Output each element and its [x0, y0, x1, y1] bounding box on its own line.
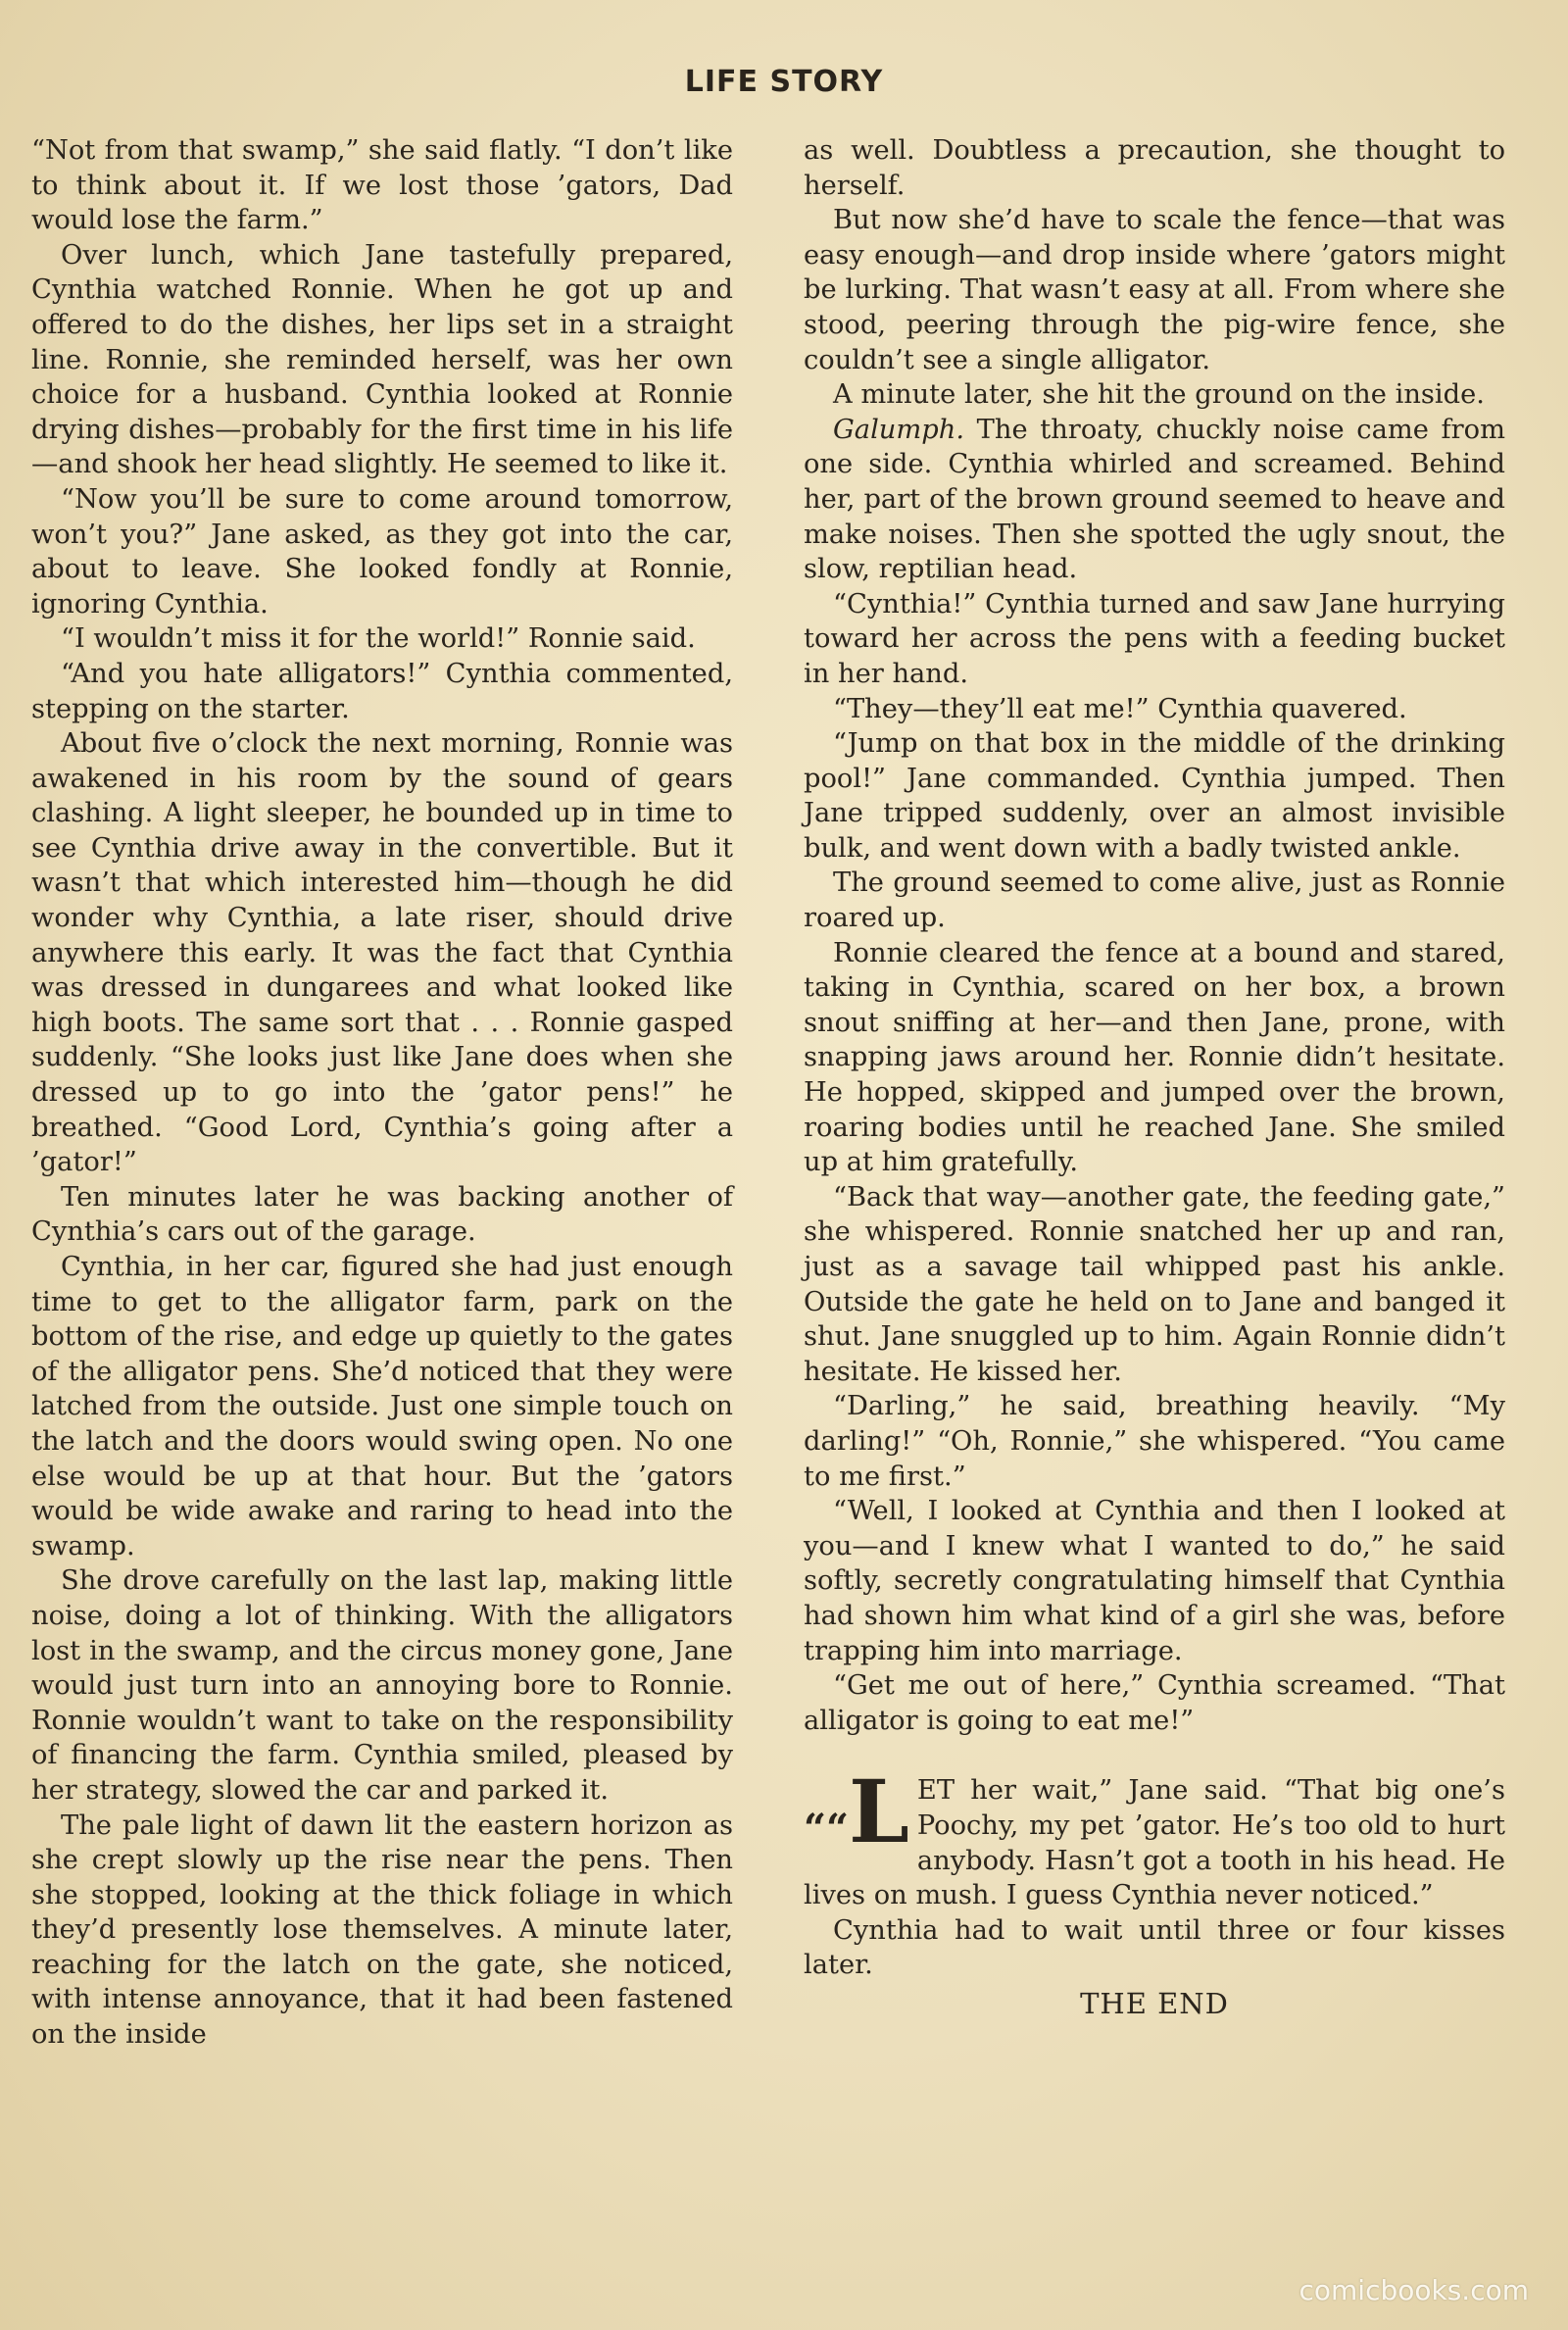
paragraph: Ronnie cleared the fence at a bound and stared, taking in Cynthia, scared on her box, a brown snout sniffing at her—and then Jane, prone, with snapping jaws around her. Ronnie didn’t hesitate. He hopped, skipped and jumped over the brown, roaring bodies until he reached Jane. She smiled up at him gratefully.	[804, 937, 1505, 1178]
paragraph: Cynthia, in her car, figured she had just enough time to get to the alligator farm, park on the bottom of the rise, and edge up quietly to the gates of the alligator pens. She’d noticed that they were latched from the outside. Just one simple touch on the latch and the doors would swing open. No one else would be up at that hour. But the ’gators would be wide awake and raring to head into the swamp.	[31, 1252, 733, 1562]
right-column	[804, 133, 1505, 2021]
drop-cap-letter: L	[849, 1760, 909, 1863]
paragraph: “Now you’ll be sure to come around tomorrow, won’t you?” Jane asked, as they got into the car, about to leave. She looked fondly at Ronnie, ignoring Cynthia.	[31, 483, 733, 620]
drop-cap	[804, 1760, 909, 1863]
final-paragraph-text: ET her wait,” Jane said. “That big one’s Poochy, my pet ’gator. He’s too old to hurt anybody. Hasn’t got a tooth in his head. He lives on mush. I guess Cynthia never noticed.”	[804, 1775, 1505, 1911]
paragraph: “Cynthia!” Cynthia turned and saw Jane hurrying toward her across the pens with a feeding bucket in her hand.	[804, 588, 1505, 689]
paragraph: “I wouldn’t miss it for the world!” Ronnie said.	[61, 623, 696, 655]
paragraph-text: The throaty, chuckly noise came from one side. Cynthia whirled and screamed. Behind her, part of the brown ground seemed to heave and make noises. Then she spotted the ugly snout, the slow, reptilian head.	[804, 414, 1505, 585]
watermark: comicbooks.com	[1298, 2274, 1529, 2306]
paragraph: “Back that way—another gate, the feeding gate,” she whispered. Ronnie snatched her up and ran, just as a savage tail whipped past his ankle. Outside the gate he held on to Jane and banged it shut. Jane snuggled up to him. Again Ronnie didn’t hesitate. He kissed her.	[804, 1181, 1505, 1387]
paragraph: “Well, I looked at Cynthia and then I looked at you—and I knew what I wanted to do,” he said softly, secretly congratulating himself that Cynthia had shown him what kind of a girl she was, before trapping him into marriage.	[804, 1496, 1505, 1666]
closing-line: Cynthia had to wait until three or four kisses later.	[804, 1914, 1505, 1981]
galumph-word: Galumph.	[833, 414, 965, 445]
running-header: LIFE STORY	[684, 65, 884, 99]
left-column	[31, 133, 733, 2053]
paragraph: “They—they’ll eat me!” Cynthia quavered.	[833, 693, 1407, 724]
paragraph: “Darling,” he said, breathing heavily. “My darling!” “Oh, Ronnie,” she whispered. “You came to me first.”	[804, 1391, 1505, 1492]
paragraph: as well. Doubtless a precaution, she thought to herself.	[804, 135, 1505, 201]
paragraph: “Not from that swamp,” she said flatly. “I don’t like to think about it. If we lost those ’gators, Dad would lose the farm.”	[31, 135, 733, 236]
paragraph: The ground seemed to come alive, just as Ronnie roared up.	[804, 868, 1505, 934]
paragraph: The pale light of dawn lit the eastern horizon as she crept slowly up the rise near the pens. Then she stopped, looking at the thick foliage in which they’d presently lose themselves. A minute later, reaching for the latch on the gate, she noticed, with intense annoyance, that it had been fastened on the inside	[31, 1809, 733, 2051]
paragraph: “Jump on that box in the middle of the drinking pool!” Jane commanded. Cynthia jumped. Then Jane tripped suddenly, over an almost invisible bulk, and went down with a badly twisted ankle.	[804, 728, 1505, 864]
paragraph: She drove carefully on the last lap, making little noise, doing a lot of thinking. With the alligators lost in the swamp, and the circus money gone, Jane would just turn into an annoying bore to Ronnie. Ronnie wouldn’t want to take on the responsibility of financing the farm. Cynthia smiled, pleased by her strategy, slowed the car and parked it.	[31, 1565, 733, 1806]
paragraph: “And you hate alligators!” Cynthia commented, stepping on the starter.	[31, 658, 733, 724]
paragraph: Over lunch, which Jane tastefully prepared, Cynthia watched Ronnie. When he got up and offered to do the dishes, her lips set in a straight line. Ronnie, she reminded herself, was her own choice for a husband. Cynthia looked at Ronnie drying dishes—probably for the first time in his life—and shook her head slightly. He seemed to like it.	[31, 239, 733, 480]
paragraph	[804, 413, 1505, 587]
paragraph: Ten minutes later he was backing another of Cynthia’s cars out of the garage.	[31, 1181, 733, 1248]
final-paragraph	[804, 1760, 1505, 1912]
paragraph: But now she’d have to scale the fence—that was easy enough—and drop inside where ’gators might be lurking. That wasn’t easy at all. From where she stood, peering through the pig-wire fence, she couldn’t see a single alligator.	[804, 205, 1505, 375]
paragraph: About five o’clock the next morning, Ronnie was awakened in his room by the sound of gears clashing. A light sleeper, he bounded up in time to see Cynthia drive away in the convertible. But it wasn’t that which interested him—though he did wonder why Cynthia, a late riser, should drive anywhere this early. It was the fact that Cynthia was dressed in dungarees and what looked like high boots. The same sort that . . . Ronnie gasped suddenly. “She looks just like Jane does when she dressed up to go into the ’gator pens!” he breathed. “Good Lord, Cynthia’s going after a ’gator!”	[31, 728, 733, 1178]
paragraph: “Get me out of here,” Cynthia screamed. “That alligator is going to eat me!”	[804, 1670, 1505, 1736]
paragraph: A minute later, she hit the ground on the inside.	[833, 379, 1485, 411]
drop-cap-quotes: ““	[804, 1806, 850, 1853]
the-end-label: THE END	[1080, 1986, 1229, 2020]
